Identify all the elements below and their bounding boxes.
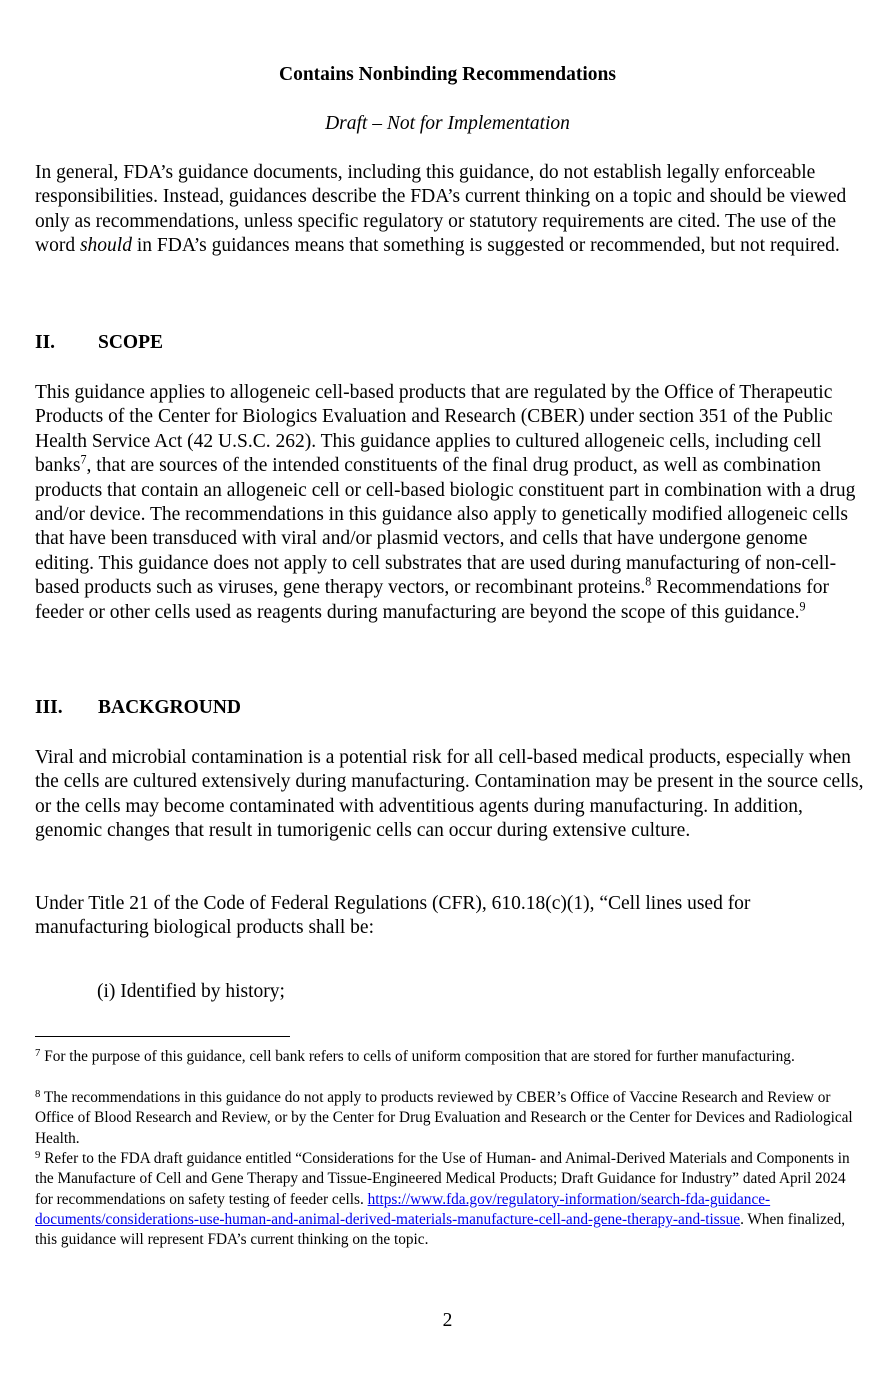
section-number: II. bbox=[35, 332, 56, 353]
background-paragraph-1: Viral and microbial contamination is a potential risk for all cell-based medical products, especially when the cells are cultured extensively during manufacturing. Contamination may be present in the source cells, or the cells may become contaminated with adventitious agents during manufacturing. In addition, genomic changes that result in tumorigenic cells can occur during extensive culture. bbox=[35, 747, 864, 842]
footnote-text-after: . When finalized, this guidance will represent FDA’s current thinking on the topic. bbox=[35, 1210, 846, 1249]
footnote-text: The recommendations in this guidance do not apply to products reviewed by CBER’s Office of Vaccine Research and Review or Office of Blood Research and Review, or by the Center for Drug Evaluation and Research or the Center for Devices and Radiological Health. bbox=[35, 1089, 853, 1147]
footnote-ref[interactable]: 8 bbox=[645, 574, 652, 589]
section-number: III. bbox=[35, 697, 63, 718]
fda-guidance-link[interactable]: https://www.fda.gov/regulatory-information/search-fda-guidance-documents/considerations-use-human-and-animal-derived-materials-manufacture-cell-and-gene-therapy-and-tissue bbox=[35, 1190, 771, 1228]
section-heading-background bbox=[35, 697, 241, 719]
footnote-8 bbox=[35, 1088, 865, 1149]
intro-paragraph bbox=[35, 161, 865, 259]
section-title: BACKGROUND bbox=[98, 697, 242, 718]
scope-text-b: , that are sources of the intended constituents of the final drug product, as well as combination products that contain an allogeneic cell or cell-based biologic constituent part in combination with a drug and/or device. The recommendations in this guidance also apply to genetically modified allogeneic cells that have been transduced with viral and/or plasmid vectors, and cells that have undergone genome editing. This guidance does not apply to cell substrates that are used during manufacturing of non-cell-based products such as viruses, gene therapy vectors, or recombinant proteins. bbox=[35, 455, 856, 599]
scope-text-c: Recommendations for feeder or other cells used as reagents during manufacturing are beyond the scope of this guidance. bbox=[35, 577, 829, 623]
draft-notice: Draft – Not for Implementation bbox=[325, 113, 570, 134]
footnote-text: For the purpose of this guidance, cell bank refers to cells of uniform composition that are stored for further manufacturing. bbox=[44, 1048, 795, 1065]
footnote-text: Refer to the FDA draft guidance entitled “Considerations for the Use of Human- and Animal-Derived Materials and Components in the Manufacture of Cell and Gene Therapy and Tissue-Engineered Medical Products; Draft Guidance for Industry” dated April 2024 for recommendations on safety testing of feeder cells. bbox=[35, 1150, 850, 1208]
background-paragraph-2: Under Title 21 of the Code of Federal Regulations (CFR), 610.18(c)(1), “Cell lines used for manufacturing biological products shall be: bbox=[35, 893, 751, 939]
intro-text-2: in FDA’s guidances means that something is suggested or recommended, but not required. bbox=[131, 235, 840, 257]
footnote-7 bbox=[35, 1047, 865, 1067]
footnote-9 bbox=[35, 1149, 865, 1250]
footnote-number: 8 bbox=[35, 1088, 41, 1101]
section-title: SCOPE bbox=[98, 332, 164, 353]
intro-emphasis: should bbox=[79, 235, 132, 257]
footnote-number: 9 bbox=[35, 1149, 41, 1162]
regulation-item: (i) Identified by history; bbox=[97, 981, 285, 1002]
page-header: Contains Nonbinding Recommendations bbox=[279, 64, 616, 85]
page-number: 2 bbox=[442, 1310, 453, 1331]
scope-text-a: This guidance applies to allogeneic cell-based products that are regulated by the Office of Therapeutic Products of the Center for Biologics Evaluation and Research (CBER) under section 351 of the Public Health Service Act (42 U.S.C. 262). This guidance applies to cultured allogeneic cells, including cell banks bbox=[35, 382, 833, 477]
footnote-divider bbox=[35, 1036, 290, 1037]
section-heading-scope bbox=[35, 332, 163, 354]
footnote-number: 7 bbox=[35, 1047, 41, 1060]
scope-paragraph bbox=[35, 381, 865, 625]
footnote-ref[interactable]: 9 bbox=[799, 599, 806, 614]
intro-text-1: In general, FDA’s guidance documents, including this guidance, do not establish legally enforceable responsibilities. Instead, guidances describe the FDA’s current thinking on a topic and should be viewed only as recommendations, unless specific regulatory or statutory requirements are cited. The use of the word bbox=[35, 162, 847, 257]
footnote-ref[interactable]: 7 bbox=[80, 452, 87, 467]
